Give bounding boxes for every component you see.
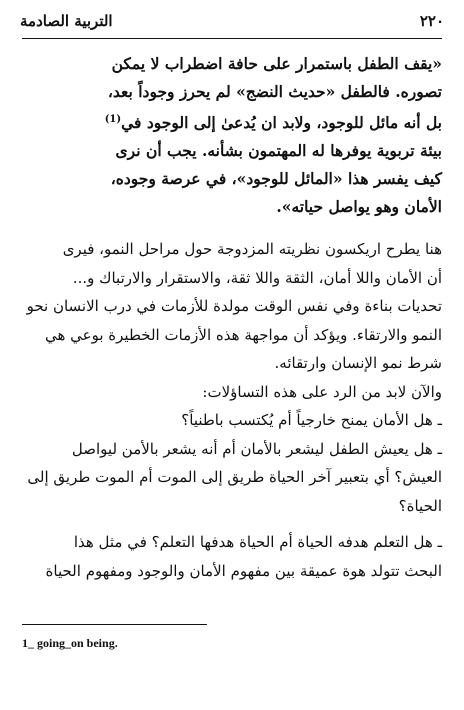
page-number: ٢٢٠	[419, 12, 444, 30]
question-line: العيش؟ أي بتعبير آخر الحياة طريق إلى الموت أم الموت طريق إلى	[27, 468, 442, 487]
page-header	[20, 6, 444, 36]
paragraph-line-1: هنا يطرح اريكسون نظريته المزدوجة حول مراحل النمو، فيرى	[62, 240, 442, 259]
quote-line-3: بل أنه مائل للوجود، ولابد ان يُدعىٰ إلى الوجود في	[121, 113, 442, 133]
page-body	[18, 50, 442, 585]
running-title: التربية الصادمة	[20, 12, 113, 30]
question-line: ـ هل التعلم هدفه الحياة أم الحياة هدفها التعلم؟ في مثل هذا	[73, 533, 442, 552]
quote-paragraph	[18, 50, 442, 221]
quote-line-2: تصوره. فالطفل «حديث النضج» لم يحرز وجوداً بعد،	[107, 82, 442, 101]
footnote-divider	[22, 624, 207, 625]
question-line: الحياة؟	[398, 496, 442, 515]
footnote: 1_ going_on being.	[22, 636, 118, 650]
question-3	[18, 528, 442, 585]
question-line: البحث تتولد هوة عميقة بين مفهوم الأمان والوجود ومفهوم الحياة	[45, 561, 442, 580]
header-divider	[22, 38, 442, 39]
paragraph-erikson	[18, 235, 442, 378]
paragraph-line-2: أن الأمان واللا أمان، الثقة واللا ثقة، والاستقرار والارتباك و...	[72, 268, 442, 287]
quote-line-5: كيف يفسر هذا «المائل للوجود»، في عرصة وجوده،	[110, 169, 442, 189]
paragraph-line-4: النمو والارتقاء. ويؤكد أن مواجهة هذه الأزمات الخطيرة بوعي هي	[44, 325, 442, 344]
question-line: ـ هل يعيش الطفل ليشعر بالأمان أم أنه يشعر بالأمن ليواصل	[71, 439, 442, 458]
paragraph-intro-questions: والآن لابد من الرد على هذه التساؤلات:	[202, 382, 442, 401]
footnote-reference[interactable]: (1)	[104, 114, 122, 125]
question-line: ـ هل الأمان يمنح خارجياً أم يُكتسب باطنياً؟	[181, 411, 442, 430]
question-1	[18, 406, 442, 435]
quote-line-6: الأمان وهو يواصل حياته».	[276, 197, 442, 217]
paragraph-line-5: شرط نمو الإنسان وارتقائه.	[274, 354, 442, 373]
question-2	[18, 435, 442, 521]
quote-line-4: بيئة تربوية يوفرها له المهتمون بشأنه. يجب أن نرى	[115, 141, 442, 161]
quote-line-1: «يقف الطفل باستمرار على حافة اضطراب لا يمكن	[111, 54, 442, 73]
paragraph-line-3: تحديات بناءة وفي نفس الوقت مولدة للأزمات في درب الانسان نحو	[26, 297, 442, 316]
